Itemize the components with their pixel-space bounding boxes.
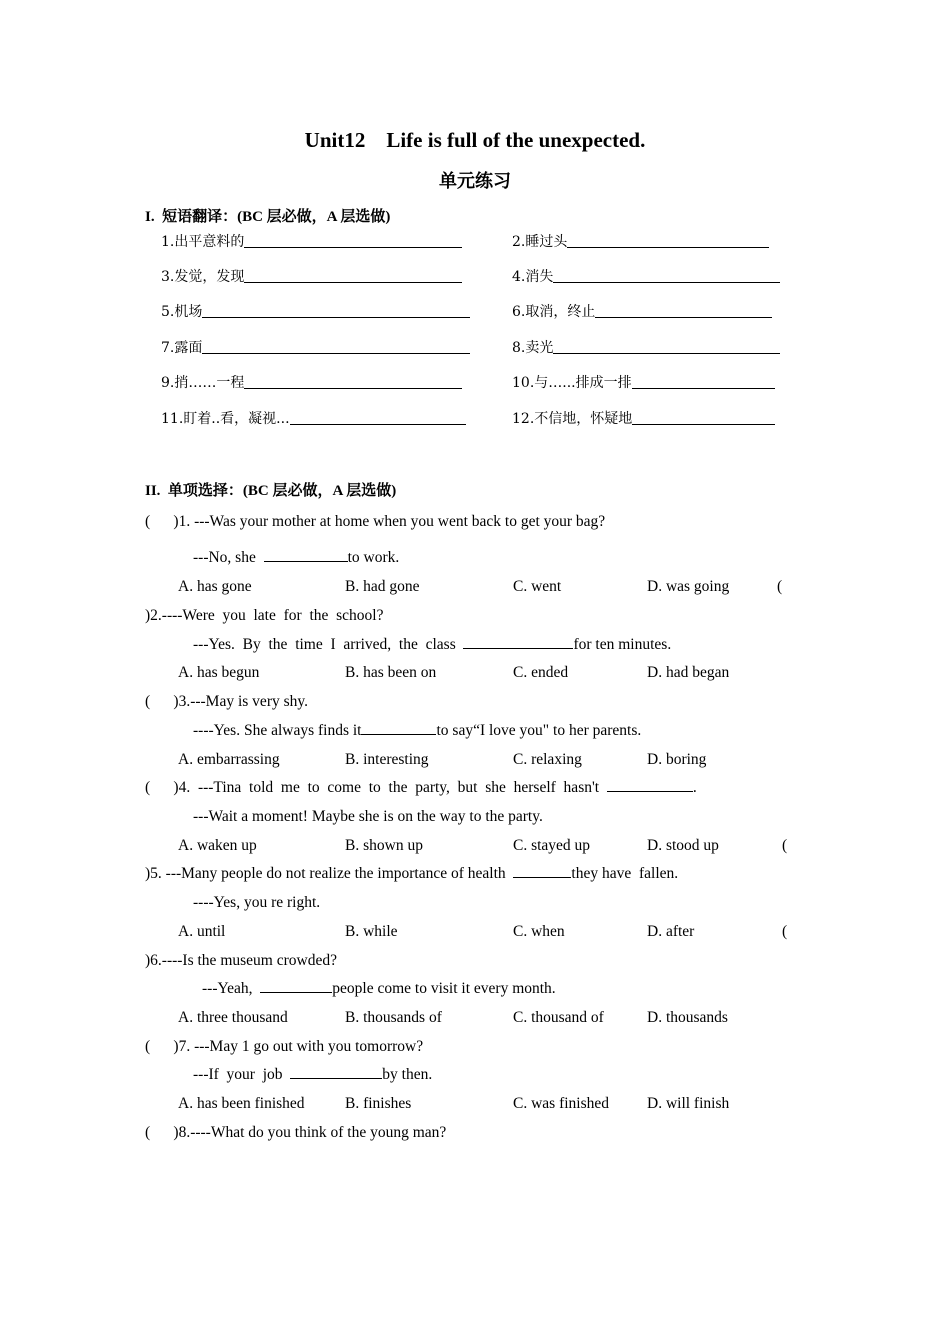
answer-blank[interactable] bbox=[567, 233, 769, 248]
section-2-heading: II. 单项选择：(BC 层必做，A 层选做) bbox=[145, 483, 397, 499]
question-5-option-c[interactable]: C. when bbox=[513, 923, 565, 940]
phrase-label: 10.与…...排成一排 bbox=[512, 375, 632, 391]
phrase-item-9 bbox=[161, 372, 462, 392]
question-1-option-c[interactable]: C. went bbox=[513, 578, 562, 595]
question-5-option-d[interactable]: D. after bbox=[647, 923, 695, 940]
question-4-option-b[interactable]: B. shown up bbox=[345, 837, 423, 854]
answer-blank[interactable] bbox=[553, 339, 780, 354]
question-3-option-b[interactable]: B. interesting bbox=[345, 751, 429, 768]
question-2-answer-line: ---Yes. By the time I arrived, the class for ten minutes. bbox=[193, 636, 672, 653]
section-1-heading: I. 短语翻译：(BC 层必做，A 层选做) bbox=[145, 209, 391, 225]
phrase-label: 1.出平意料的 bbox=[161, 234, 245, 250]
question-1-option-d[interactable]: D. was going bbox=[647, 578, 730, 595]
answer-blank[interactable] bbox=[290, 1077, 382, 1079]
question-2-prompt: )2.----Were you late for the school? bbox=[145, 607, 384, 624]
question-4-option-d[interactable]: D. stood up bbox=[647, 837, 719, 854]
phrase-item-3 bbox=[161, 266, 462, 286]
question-6-option-a[interactable]: A. three thousand bbox=[178, 1009, 288, 1026]
question-7-answer-line: ---If your job by then. bbox=[193, 1066, 433, 1083]
answer-blank[interactable] bbox=[361, 733, 436, 735]
answer-blank[interactable] bbox=[632, 410, 775, 425]
phrase-item-6 bbox=[512, 301, 772, 321]
question-6-option-d[interactable]: D. thousands bbox=[647, 1009, 728, 1026]
answer-blank[interactable] bbox=[513, 876, 571, 878]
question-3-prompt: ( )3.---May is very shy. bbox=[145, 693, 308, 710]
question-1-option-b[interactable]: B. had gone bbox=[345, 578, 420, 595]
phrase-item-1 bbox=[161, 231, 462, 251]
phrase-item-12 bbox=[512, 408, 775, 428]
question-7-option-b[interactable]: B. finishes bbox=[345, 1095, 412, 1112]
answer-blank[interactable] bbox=[244, 374, 462, 389]
phrase-item-5 bbox=[161, 301, 470, 321]
question-1-answer-line: ---No, she to work. bbox=[193, 549, 400, 566]
phrase-label: 4.消失 bbox=[512, 269, 554, 285]
question-3-option-a[interactable]: A. embarrassing bbox=[178, 751, 280, 768]
question-4-prompt: ( )4. ---Tina told me to come to the party, but she herself hasn't . bbox=[145, 779, 697, 796]
question-2-option-a[interactable]: A. has begun bbox=[178, 664, 260, 681]
question-5-option-a[interactable]: A. until bbox=[178, 923, 226, 940]
question-6-option-b[interactable]: B. thousands of bbox=[345, 1009, 442, 1026]
question-1-option-a[interactable]: A. has gone bbox=[178, 578, 252, 595]
question-7-prompt: ( )7. ---May 1 go out with you tomorrow? bbox=[145, 1038, 424, 1055]
phrase-label: 5.机场 bbox=[161, 304, 203, 320]
question-4-answer-line: ---Wait a moment! Maybe she is on the way to the party. bbox=[193, 808, 543, 825]
question-4-option-a[interactable]: A. waken up bbox=[178, 837, 257, 854]
answer-blank[interactable] bbox=[632, 374, 775, 389]
question-4-option-c[interactable]: C. stayed up bbox=[513, 837, 591, 854]
answer-blank[interactable] bbox=[264, 560, 348, 562]
question-6-prompt: )6.----Is the museum crowded? bbox=[145, 952, 337, 969]
question-2-option-c[interactable]: C. ended bbox=[513, 664, 569, 681]
phrase-label: 9.捎……一程 bbox=[161, 375, 245, 391]
question-5-prompt: )5. ---Many people do not realize the importance of health they have fallen. bbox=[145, 865, 679, 882]
phrase-label: 12.不信地，怀疑地 bbox=[512, 411, 633, 427]
question-3-option-d[interactable]: D. boring bbox=[647, 751, 707, 768]
question-6-answer-line: ---Yeah, people come to visit it every month. bbox=[202, 980, 556, 997]
answer-blank[interactable] bbox=[607, 790, 693, 792]
question-5-paren-open: ( bbox=[782, 837, 788, 854]
question-6-paren-open: ( bbox=[782, 923, 788, 940]
question-3-answer-line: ----Yes. She always finds it to say“I love you" to her parents. bbox=[193, 722, 642, 739]
question-7-option-a[interactable]: A. has been finished bbox=[178, 1095, 305, 1112]
phrase-label: 2.睡过头 bbox=[512, 234, 568, 250]
question-5-option-b[interactable]: B. while bbox=[345, 923, 398, 940]
phrase-label: 11.盯着..看，凝视... bbox=[161, 411, 290, 427]
question-3-option-c[interactable]: C. relaxing bbox=[513, 751, 582, 768]
phrase-item-11 bbox=[161, 408, 466, 428]
question-6-option-c[interactable]: C. thousand of bbox=[513, 1009, 604, 1026]
question-1-prompt: ( )1. ---Was your mother at home when you went back to get your bag? bbox=[145, 513, 606, 530]
question-2-option-b[interactable]: B. has been on bbox=[345, 664, 437, 681]
answer-blank[interactable] bbox=[202, 303, 470, 318]
question-2-option-d[interactable]: D. had began bbox=[647, 664, 730, 681]
page-title: Unit12 Life is full of the unexpected. bbox=[304, 128, 646, 152]
answer-blank[interactable] bbox=[553, 268, 780, 283]
answer-blank[interactable] bbox=[290, 410, 466, 425]
question-7-option-d[interactable]: D. will finish bbox=[647, 1095, 730, 1112]
phrase-item-10 bbox=[512, 372, 775, 392]
answer-blank[interactable] bbox=[260, 991, 332, 993]
answer-blank[interactable] bbox=[463, 647, 573, 649]
phrase-label: 3.发觉，发现 bbox=[161, 269, 245, 285]
phrase-label: 8.卖光 bbox=[512, 340, 554, 356]
phrase-item-2 bbox=[512, 231, 769, 251]
answer-blank[interactable] bbox=[244, 233, 462, 248]
phrase-label: 7.露面 bbox=[161, 340, 203, 356]
answer-blank[interactable] bbox=[244, 268, 462, 283]
phrase-item-8 bbox=[512, 337, 780, 357]
phrase-label: 6.取消，终止 bbox=[512, 304, 596, 320]
phrase-item-4 bbox=[512, 266, 780, 286]
phrase-item-7 bbox=[161, 337, 470, 357]
question-5-answer-line: ----Yes, you re right. bbox=[193, 894, 321, 911]
question-8-prompt: ( )8.----What do you think of the young man? bbox=[145, 1124, 447, 1141]
page-subtitle: 单元练习 bbox=[439, 171, 511, 192]
question-2-paren-open: ( bbox=[777, 578, 783, 595]
answer-blank[interactable] bbox=[595, 303, 772, 318]
answer-blank[interactable] bbox=[202, 339, 470, 354]
question-7-option-c[interactable]: C. was finished bbox=[513, 1095, 610, 1112]
